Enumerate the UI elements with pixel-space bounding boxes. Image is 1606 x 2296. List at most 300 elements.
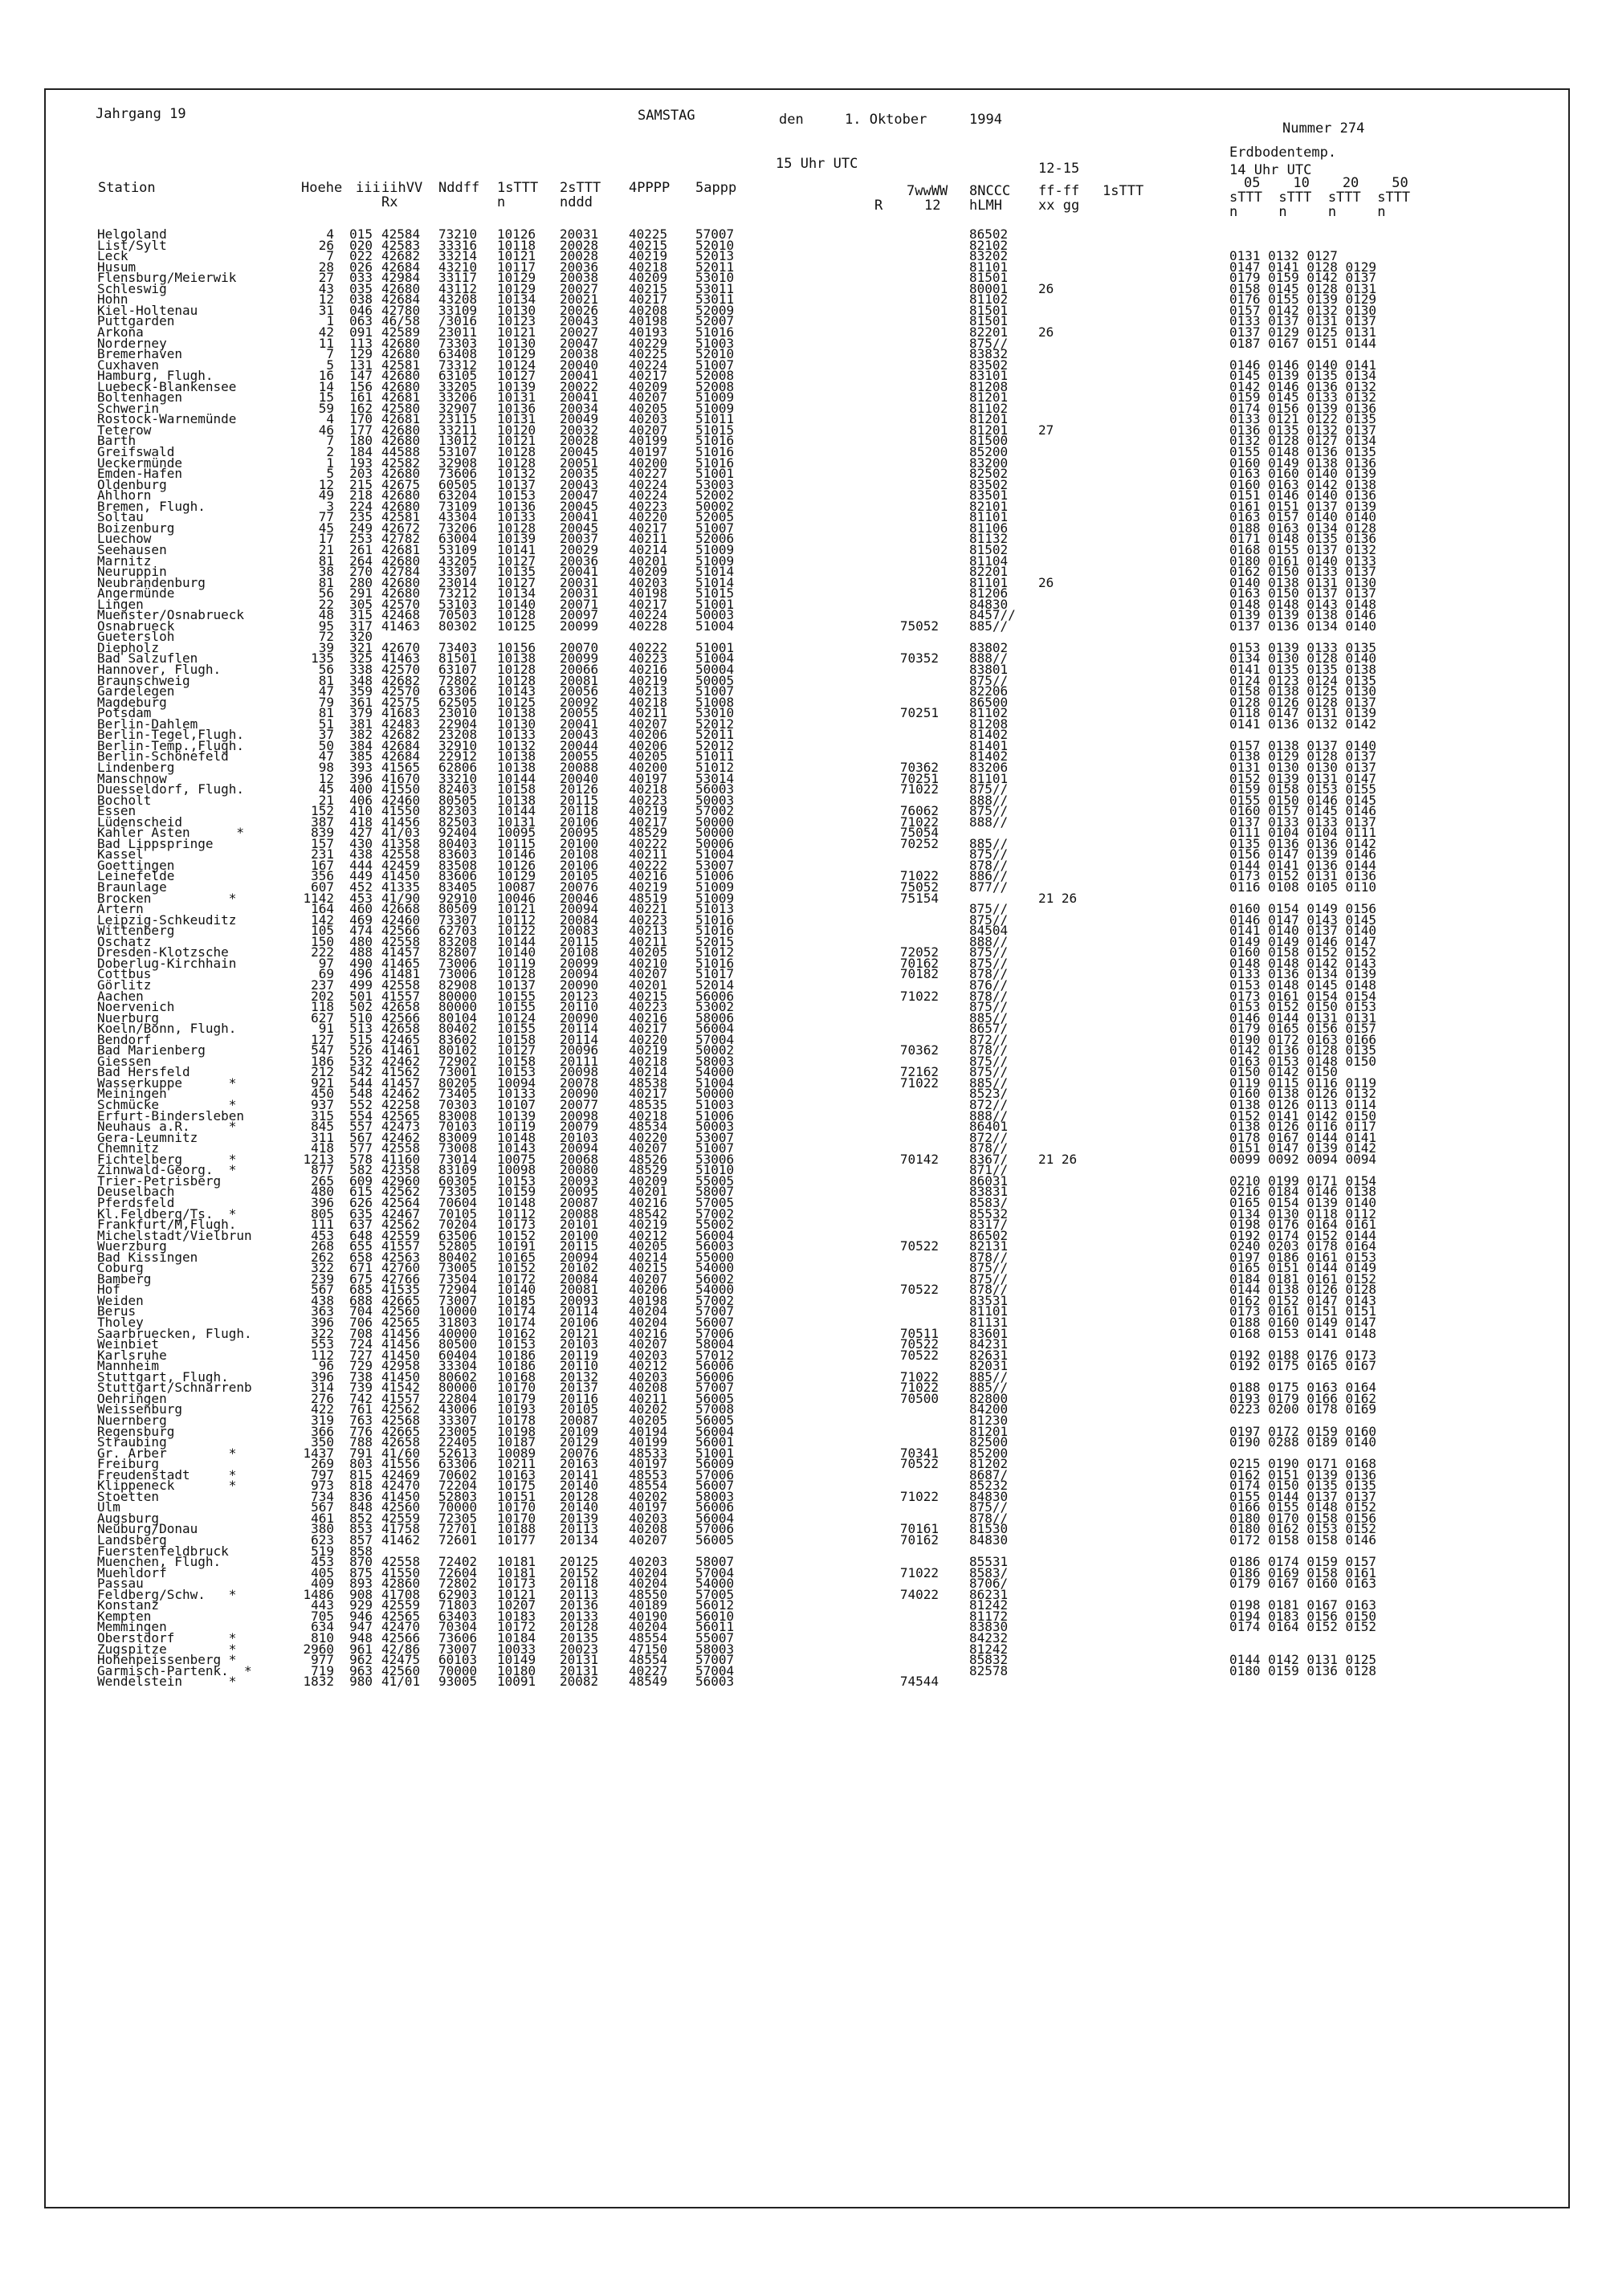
station-name: Gr. Arber * <box>97 1445 237 1461</box>
nddff: 73303 <box>438 335 478 351</box>
pppp4: 40218 <box>629 694 668 710</box>
hoehe: 734 <box>311 1488 334 1504</box>
nccc8: 875// <box>969 672 1009 688</box>
nccc8: 888// <box>969 1107 1009 1124</box>
soil-temps: 0216 0184 0146 0138 <box>1229 1184 1377 1200</box>
hoehe: 438 <box>311 1292 334 1308</box>
nddff: 93005 <box>438 1674 478 1690</box>
appp5: 52012 <box>695 716 735 732</box>
appp5: 57004 <box>695 1564 735 1580</box>
soil-temps: 0174 0150 0135 0135 <box>1229 1478 1377 1494</box>
station-row <box>46 1360 1568 1372</box>
appp5: 51011 <box>695 748 735 765</box>
soil-temp-time: 14 Uhr UTC <box>1229 162 1312 178</box>
appp5: 56003 <box>695 781 735 797</box>
hoehe: 118 <box>311 999 334 1015</box>
soil-temps: 0152 0141 0142 0150 <box>1229 1107 1377 1124</box>
iihvv: 42684 <box>381 737 421 753</box>
nddff: 80104 <box>438 1009 478 1026</box>
iihvv: 42575 <box>381 694 421 710</box>
ttt2: 20055 <box>560 748 599 765</box>
iii: 727 <box>349 1347 373 1363</box>
station-row <box>46 226 1568 242</box>
ttt1: 10124 <box>497 1009 536 1026</box>
hoehe: 627 <box>311 1009 334 1026</box>
pppp4: 40211 <box>629 1390 668 1406</box>
appp5: 56001 <box>695 1434 735 1450</box>
nddff: 60305 <box>438 1172 478 1189</box>
pppp4: 40211 <box>629 846 668 863</box>
ttt2: 20041 <box>560 509 599 525</box>
station-name: Norderney <box>97 335 167 351</box>
station-name: Angermünde <box>97 585 175 602</box>
nddff: 73206 <box>438 520 478 536</box>
ttt1: 10144 <box>497 933 536 949</box>
appp5: 56004 <box>695 1423 735 1439</box>
nccc8: 80001 <box>969 280 1009 296</box>
station-name: Braunschweig <box>97 672 190 688</box>
soil-temps: 0158 0145 0128 0131 <box>1229 280 1377 296</box>
ttt1: 10119 <box>497 1119 536 1135</box>
nddff: 80402 <box>438 1021 478 1037</box>
iihvv: 42658 <box>381 1434 421 1450</box>
ttt2: 20137 <box>560 1380 599 1396</box>
appp5: 55000 <box>695 1249 735 1265</box>
ttt2: 20093 <box>560 1172 599 1189</box>
soil-temps: 0141 0140 0137 0140 <box>1229 923 1377 939</box>
appp5: 57006 <box>695 1521 735 1537</box>
ttt2: 20041 <box>560 564 599 580</box>
pppp4: 40207 <box>629 716 668 732</box>
station-row <box>46 1434 1568 1450</box>
hoehe: 96 <box>318 1358 334 1374</box>
soil-temps: 0132 0128 0127 0134 <box>1229 433 1377 449</box>
hoehe: 797 <box>311 1466 334 1482</box>
iii: 270 <box>349 564 373 580</box>
ttt2: 20051 <box>560 455 599 471</box>
ttt1: 10170 <box>497 1510 536 1526</box>
nccc8: 875// <box>969 1260 1009 1276</box>
pppp4: 40209 <box>629 270 668 286</box>
soil-temps: 0151 0147 0139 0142 <box>1229 1140 1377 1156</box>
col-7wwww-sub-r: R <box>874 198 883 214</box>
ttt2: 20134 <box>560 1532 599 1548</box>
station-name: Seehausen <box>97 541 167 557</box>
soil-temps: 0173 0161 0151 0151 <box>1229 1303 1377 1319</box>
nddff: 33307 <box>438 564 478 580</box>
wwww7: 70142 <box>899 1151 939 1167</box>
date-prefix: den <box>779 112 804 128</box>
appp5: 52002 <box>695 487 735 504</box>
ttt1: 10087 <box>497 879 536 895</box>
soil-temps: 0152 0139 0131 0147 <box>1229 770 1377 786</box>
pppp4: 40214 <box>629 1064 668 1080</box>
pppp4: 40189 <box>629 1597 668 1613</box>
col-7wwww: 7wwWW <box>907 183 948 199</box>
pppp4: 40218 <box>629 1053 668 1069</box>
ttt2: 20041 <box>560 389 599 406</box>
ttt1: 10148 <box>497 1129 536 1145</box>
ttt1: 10152 <box>497 1227 536 1243</box>
ttt2: 20023 <box>560 1641 599 1657</box>
iihvv: 41550 <box>381 803 421 819</box>
appp5: 52006 <box>695 531 735 547</box>
ttt2: 20111 <box>560 1053 599 1069</box>
nccc8: 83832 <box>969 346 1009 362</box>
ttt1: 10138 <box>497 705 536 721</box>
appp5: 53003 <box>695 476 735 492</box>
nccc8: 82500 <box>969 1434 1009 1450</box>
iii: 548 <box>349 1086 373 1102</box>
soil-temps: 0139 0139 0138 0146 <box>1229 607 1377 623</box>
hoehe: 396 <box>311 1194 334 1210</box>
nccc8: 878// <box>969 1140 1009 1156</box>
pppp4: 40225 <box>629 226 668 242</box>
pppp4: 40223 <box>629 498 668 514</box>
iii: 184 <box>349 444 373 459</box>
appp5: 51007 <box>695 357 735 373</box>
iii: 361 <box>349 694 373 710</box>
ttt1: 10172 <box>497 1270 536 1287</box>
iii: 261 <box>349 541 373 557</box>
station-name: Garmisch-Partenk. * <box>97 1662 252 1678</box>
soil-temps: 0111 0104 0104 0111 <box>1229 825 1377 841</box>
station-name: Gera-Leumnitz <box>97 1129 198 1145</box>
iihvv: 41557 <box>381 1238 421 1254</box>
iihvv: 42565 <box>381 1608 421 1624</box>
hoehe: 22 <box>318 596 334 612</box>
pppp4: 40207 <box>629 966 668 982</box>
iihvv: 41461 <box>381 1042 421 1058</box>
ttt2: 20047 <box>560 335 599 351</box>
appp5: 51014 <box>695 574 735 590</box>
nddff: 53109 <box>438 541 478 557</box>
nddff: 83603 <box>438 846 478 863</box>
station-name: Essen <box>97 803 137 819</box>
hoehe: 973 <box>311 1478 334 1494</box>
soil-temps: 0099 0092 0094 0094 <box>1229 1151 1377 1167</box>
hoehe: 409 <box>311 1576 334 1592</box>
hoehe: 2960 <box>303 1641 334 1657</box>
appp5: 58003 <box>695 1053 735 1069</box>
iihvv: 42358 <box>381 1162 421 1178</box>
hoehe: 47 <box>318 683 334 699</box>
station-name: Nuernberg <box>97 1412 167 1428</box>
nccc8: 8523/ <box>969 1086 1009 1102</box>
iihvv: 42462 <box>381 1053 421 1069</box>
nccc8: 81172 <box>969 1608 1009 1624</box>
iii: 170 <box>349 411 373 427</box>
ttt1: 10153 <box>497 1336 536 1352</box>
station-name: Ahlhorn <box>97 487 152 504</box>
nddff: 83208 <box>438 933 478 949</box>
station-name: Doberlug-Kirchhain <box>97 955 237 971</box>
wwww7: 70522 <box>899 1282 939 1298</box>
station-name: Berlin-Temp.,Flugh. <box>97 737 245 753</box>
ttt2: 20097 <box>560 607 599 623</box>
pppp4: 40219 <box>629 248 668 264</box>
iii: 962 <box>349 1652 373 1668</box>
iihvv: 42566 <box>381 1629 421 1646</box>
iihvv: 42582 <box>381 455 421 471</box>
nddff: 80302 <box>438 618 478 634</box>
station-name: Freiburg <box>97 1456 160 1472</box>
hoehe: 356 <box>311 868 334 884</box>
pppp4: 48533 <box>629 1445 668 1461</box>
ttt1: 10128 <box>497 444 536 459</box>
nddff: 70000 <box>438 1662 478 1678</box>
station-row <box>46 1325 1568 1341</box>
wwww7: 71022 <box>899 988 939 1004</box>
nddff: 73014 <box>438 1151 478 1167</box>
station-name: Neubrandenburg <box>97 574 206 590</box>
ttt1: 10075 <box>497 1151 536 1167</box>
hoehe: 212 <box>311 1064 334 1080</box>
appp5: 57006 <box>695 1466 735 1482</box>
appp5: 51004 <box>695 618 735 634</box>
soil-temps: 0215 0190 0171 0168 <box>1229 1456 1377 1472</box>
ttt1: 10134 <box>497 292 536 308</box>
ttt2: 20028 <box>560 237 599 253</box>
hoehe: 7 <box>326 346 334 362</box>
hoehe: 450 <box>311 1086 334 1102</box>
pppp4: 48549 <box>629 1674 668 1690</box>
soil-temps: 0192 0188 0176 0173 <box>1229 1347 1377 1363</box>
iii: 474 <box>349 923 373 939</box>
ttt2: 20110 <box>560 999 599 1015</box>
ttt2: 20152 <box>560 1564 599 1580</box>
nddff: 82503 <box>438 814 478 830</box>
iihvv: 42658 <box>381 999 421 1015</box>
wwww7: 72052 <box>899 944 939 960</box>
hoehe: 380 <box>311 1521 334 1537</box>
ttt2: 20044 <box>560 737 599 753</box>
iii: 113 <box>349 335 373 351</box>
wwww7: 70362 <box>899 759 939 775</box>
station-row <box>46 1053 1568 1069</box>
iihvv: 42462 <box>381 1086 421 1102</box>
iihvv: 42460 <box>381 911 421 928</box>
station-name: Leipzig-Schkeuditz <box>97 911 237 928</box>
iii: 791 <box>349 1445 373 1461</box>
ttt1: 10122 <box>497 923 536 939</box>
station-name: Klippeneck * <box>97 1478 237 1494</box>
wwww7: 70341 <box>899 1445 939 1461</box>
station-name: Berus <box>97 1303 137 1319</box>
hoehe: 28 <box>318 259 334 275</box>
nddff: 32908 <box>438 455 478 471</box>
soil-temps: 0180 0161 0140 0133 <box>1229 553 1377 569</box>
iii: 305 <box>349 596 373 612</box>
station-name: Boizenburg <box>97 520 175 536</box>
nddff: 52613 <box>438 1445 478 1461</box>
nccc8: 85232 <box>969 1478 1009 1494</box>
soil-temps: 0137 0136 0134 0140 <box>1229 618 1377 634</box>
hoehe: 11 <box>318 335 334 351</box>
ttt1: 10095 <box>497 825 536 841</box>
pppp4: 40209 <box>629 378 668 394</box>
iii: 875 <box>349 1564 373 1580</box>
pppp4: 40217 <box>629 1086 668 1102</box>
hoehe: 12 <box>318 292 334 308</box>
soil-temps: 0134 0130 0118 0112 <box>1229 1205 1377 1221</box>
soil-temps: 0133 0136 0134 0139 <box>1229 966 1377 982</box>
pppp4: 40207 <box>629 422 668 438</box>
nddff: 73403 <box>438 639 478 655</box>
hoehe: 49 <box>318 487 334 504</box>
iii: 658 <box>349 1249 373 1265</box>
ttt1: 10155 <box>497 999 536 1015</box>
pppp4: 48542 <box>629 1205 668 1221</box>
pppp4: 40203 <box>629 1347 668 1363</box>
iihvv: 42475 <box>381 1652 421 1668</box>
station-name: Aachen <box>97 988 144 1004</box>
iihvv: 41557 <box>381 988 421 1004</box>
appp5: 54000 <box>695 1064 735 1080</box>
iii: 180 <box>349 433 373 449</box>
time-15-utc: 15 Uhr UTC <box>776 156 858 172</box>
pppp4: 48550 <box>629 1586 668 1602</box>
station-name: Hohn <box>97 292 128 308</box>
pppp4: 40219 <box>629 672 668 688</box>
ttt1: 10170 <box>497 1380 536 1396</box>
hoehe: 921 <box>311 1075 334 1091</box>
station-name: Barth <box>97 433 137 449</box>
soil-temps: 0142 0136 0128 0135 <box>1229 1042 1377 1058</box>
wwww7: 71022 <box>899 1488 939 1504</box>
appp5: 57005 <box>695 1586 735 1602</box>
nddff: 72701 <box>438 1521 478 1537</box>
iihvv: 42681 <box>381 411 421 427</box>
station-name: Goettingen <box>97 857 175 873</box>
soil-temps: 0157 0142 0132 0130 <box>1229 302 1377 318</box>
hoehe: 48 <box>318 607 334 623</box>
nddff: 13012 <box>438 433 478 449</box>
ttt2: 20131 <box>560 1662 599 1678</box>
iihvv: 42766 <box>381 1270 421 1287</box>
ttt2: 20029 <box>560 541 599 557</box>
hoehe: 937 <box>311 1097 334 1112</box>
soil-temps: 0198 0181 0167 0163 <box>1229 1597 1377 1613</box>
iihvv: 41463 <box>381 650 421 667</box>
iii: 046 <box>349 302 373 318</box>
iihvv: 42682 <box>381 727 421 743</box>
iihvv: 42559 <box>381 1510 421 1526</box>
hoehe: 7 <box>326 433 334 449</box>
nccc8: 878// <box>969 1510 1009 1526</box>
station-name: Wuerzburg <box>97 1238 167 1254</box>
iihvv: 42680 <box>381 346 421 362</box>
nddff: 72902 <box>438 1053 478 1069</box>
nddff: 23010 <box>438 705 478 721</box>
appp5: 54000 <box>695 1576 735 1592</box>
appp5: 57012 <box>695 1347 735 1363</box>
appp5: 57002 <box>695 1205 735 1221</box>
station-name: Guetersloh <box>97 629 175 645</box>
station-name: Mannheim <box>97 1358 160 1374</box>
hoehe: 31 <box>318 302 334 318</box>
hoehe: 3 <box>326 498 334 514</box>
iihvv: 41358 <box>381 835 421 851</box>
hoehe: 1437 <box>303 1445 334 1461</box>
col-1sttt-sub: n <box>497 194 506 210</box>
col-2sttt-sub: nddd <box>560 194 593 210</box>
iihvv: 42684 <box>381 259 421 275</box>
appp5: 55005 <box>695 1172 735 1189</box>
station-name: Bad Marienberg <box>97 1042 206 1058</box>
nccc8: 82131 <box>969 1238 1009 1254</box>
station-name: Coburg <box>97 1260 144 1276</box>
station-name: Osnabrueck <box>97 618 175 634</box>
pppp4: 40204 <box>629 1576 668 1592</box>
iihvv: 42562 <box>381 1401 421 1417</box>
nccc8: 85531 <box>969 1554 1009 1570</box>
ttt2: 20043 <box>560 313 599 329</box>
pppp4: 48534 <box>629 1119 668 1135</box>
station-name: Stuttgart, Flugh. <box>97 1368 229 1385</box>
ttt1: 10170 <box>497 1499 536 1515</box>
iihvv: 42459 <box>381 857 421 873</box>
pppp4: 40207 <box>629 1140 668 1156</box>
nddff: 40000 <box>438 1325 478 1341</box>
appp5: 56010 <box>695 1608 735 1624</box>
station-name: Weissenburg <box>97 1401 182 1417</box>
ttt1: 10174 <box>497 1303 536 1319</box>
hoehe: 553 <box>311 1336 334 1352</box>
hoehe: 276 <box>311 1390 334 1406</box>
ttt2: 20090 <box>560 977 599 993</box>
nccc8: 86031 <box>969 1172 1009 1189</box>
soil-temps: 0153 0139 0133 0135 <box>1229 639 1377 655</box>
soil-temps: 0158 0138 0125 0130 <box>1229 683 1377 699</box>
hoehe: 164 <box>311 901 334 917</box>
iii: 946 <box>349 1608 373 1624</box>
nddff: 31803 <box>438 1315 478 1330</box>
nccc8: 8583/ <box>969 1564 1009 1580</box>
wwww7: 74544 <box>899 1674 939 1690</box>
soil-temps: 0184 0181 0161 0152 <box>1229 1270 1377 1287</box>
appp5: 51011 <box>695 411 735 427</box>
iii: 554 <box>349 1107 373 1124</box>
nccc8: 885// <box>969 1075 1009 1091</box>
station-name: Weinbiet <box>97 1336 160 1352</box>
station-name: Lindenberg <box>97 759 175 775</box>
station-name: Nuerburg <box>97 1009 160 1026</box>
nccc8: 875// <box>969 1270 1009 1287</box>
soil-depths: 05 10 20 50 <box>1244 175 1408 191</box>
soil-temps: 0116 0108 0105 0110 <box>1229 879 1377 895</box>
ttt1: 10112 <box>497 911 536 928</box>
ttt1: 10126 <box>497 226 536 242</box>
pppp4: 40210 <box>629 955 668 971</box>
ttt1: 10127 <box>497 368 536 384</box>
nddff: 33316 <box>438 237 478 253</box>
iihvv: 44588 <box>381 444 421 459</box>
iii: 427 <box>349 825 373 841</box>
appp5: 52013 <box>695 248 735 264</box>
ttt1: 10193 <box>497 1401 536 1417</box>
appp5: 51017 <box>695 966 735 982</box>
appp5: 56007 <box>695 1315 735 1330</box>
soil-temps: 0166 0155 0148 0152 <box>1229 1499 1377 1515</box>
nddff: 60404 <box>438 1347 478 1363</box>
ttt2: 20026 <box>560 302 599 318</box>
hoehe: 7 <box>326 248 334 264</box>
nccc8: 83831 <box>969 1184 1009 1200</box>
wwww7: 72162 <box>899 1064 939 1080</box>
ttt2: 20041 <box>560 368 599 384</box>
appp5: 52009 <box>695 302 735 318</box>
